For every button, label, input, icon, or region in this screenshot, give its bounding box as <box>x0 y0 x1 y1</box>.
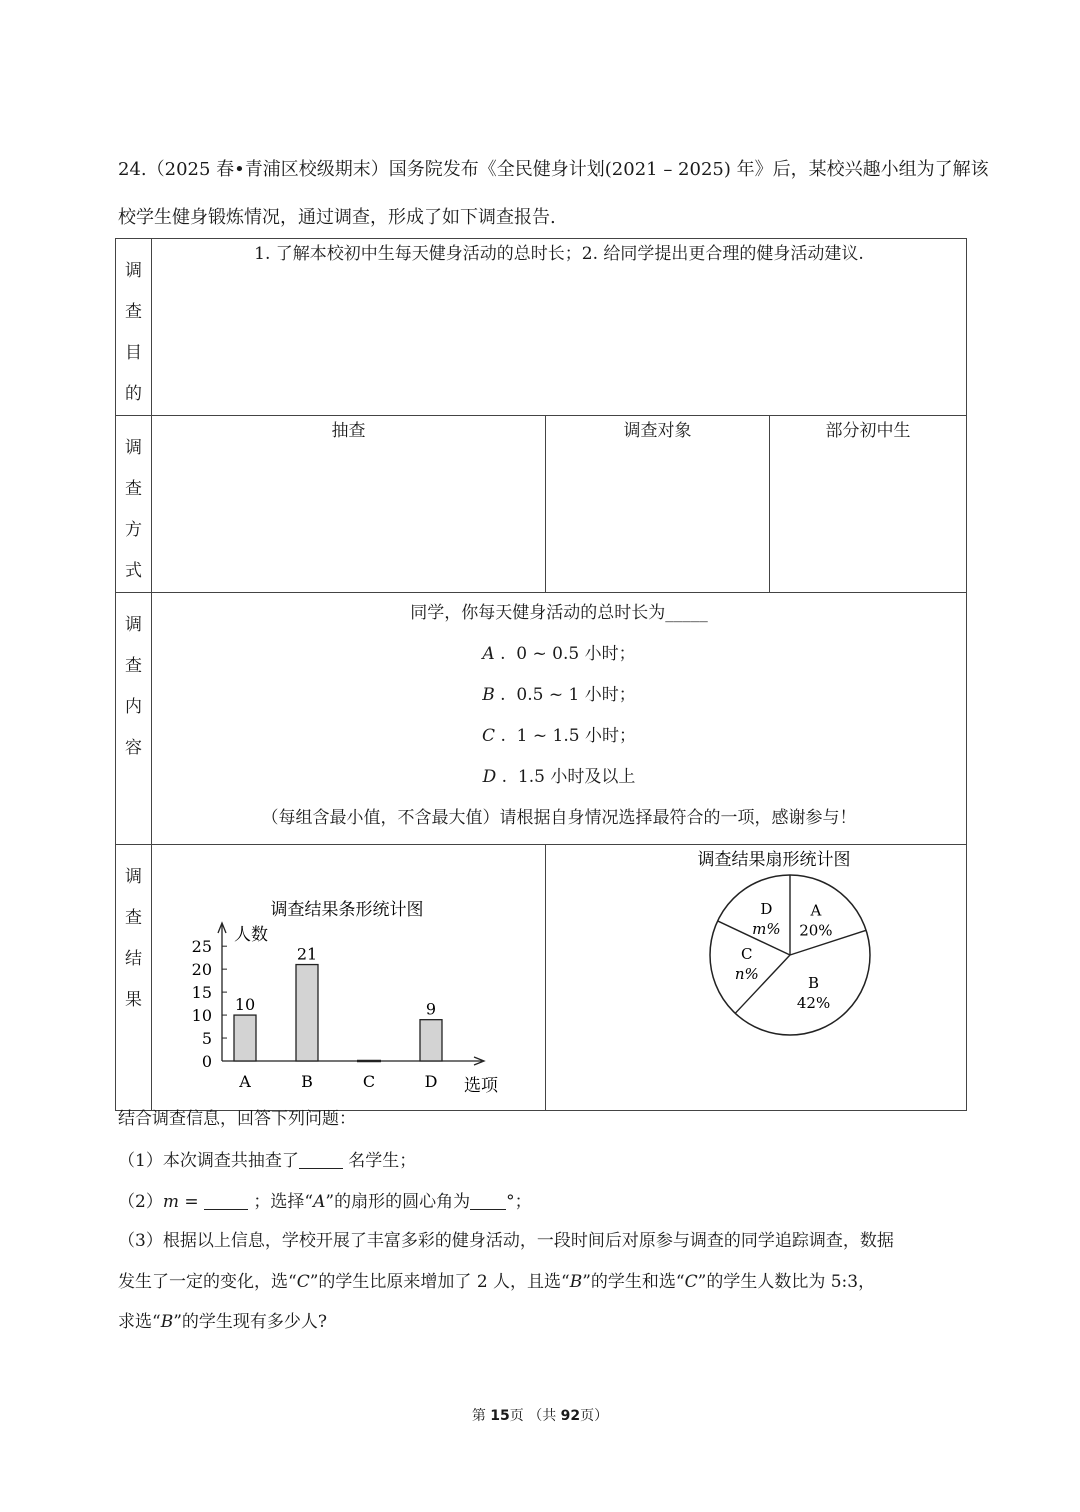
content-note: （每组含最小值，不含最大值）请根据自身情况选择最符合的一项，感谢参与！ <box>261 808 857 828</box>
bar-value-label-D: 9 <box>425 999 437 1019</box>
bar-chart-ylabel: 人数 <box>234 925 268 945</box>
bar-chart <box>152 845 546 1109</box>
content-cell <box>152 593 967 845</box>
question-2: （2）m = ；选择“A”的扇形的圆心角为 °； <box>118 1192 532 1212</box>
pie-slice-pct-B: 42% <box>796 994 831 1013</box>
bar-value-label-B: 21 <box>296 944 318 964</box>
purpose-text: 1. 了解本校初中生每天健身活动的总时长；2. 给同学提出更合理的健身活动建议. <box>152 239 967 416</box>
method-head: 调 查 方 式 <box>116 416 152 593</box>
bar-category-label-D: D <box>424 1072 438 1091</box>
result-row <box>116 845 967 1111</box>
pie-slice-label-D: D <box>760 899 773 918</box>
question-3-line-3: 求选“B”的学生现有多少人? <box>118 1312 328 1332</box>
bar-category-label-B: B <box>301 1072 313 1091</box>
bar-chart-title: 调查结果条形统计图 <box>270 900 424 920</box>
pie-slice-pct-C: n% <box>734 965 759 984</box>
answer-blank-m[interactable] <box>204 1191 248 1210</box>
bar-y-tick-label: 15 <box>191 983 212 1003</box>
option-b: B . 0.5 ~ 1 小时； <box>482 685 636 705</box>
questions-intro: 结合调查信息，回答下列问题： <box>118 1109 356 1129</box>
bar-B <box>296 965 318 1061</box>
pie-chart-cell <box>546 845 967 1111</box>
page-footer: 第 15页 （共 92页） <box>471 1408 609 1424</box>
pie-slice-label-C: C <box>741 945 753 964</box>
pie-divider-C <box>735 955 790 1013</box>
method-value: 抽查 <box>152 416 546 593</box>
content-prompt: 同学，你每天健身活动的总时长为_____ <box>410 603 708 623</box>
question-1: （1）本次调查共抽查了 名学生； <box>118 1151 417 1171</box>
option-c: C . 1 ~ 1.5 小时； <box>482 726 636 746</box>
bar-chart-xlabel: 选项 <box>464 1076 498 1096</box>
pie-slice-pct-A: 20% <box>799 921 833 940</box>
pie-slice-pct-D: m% <box>752 919 781 938</box>
bar-y-tick-label: 10 <box>191 1006 212 1026</box>
question-line-2: 校学生健身锻炼情况，通过调查，形成了如下调查报告. <box>118 207 556 228</box>
method-row <box>116 416 967 593</box>
pie-chart-title: 调查结果扇形统计图 <box>697 850 851 870</box>
bar-D <box>420 1020 442 1061</box>
bar-y-tick-label: 20 <box>191 960 212 980</box>
bar-y-tick-label: 25 <box>191 937 212 957</box>
pie-slice-label-B: B <box>808 974 820 993</box>
purpose-row <box>116 239 967 416</box>
bar-y-tick-label: 0 <box>201 1052 212 1071</box>
page-number: 15 <box>490 1408 510 1424</box>
purpose-head: 调 查 目 的 <box>116 239 152 416</box>
bar-A <box>234 1015 256 1061</box>
option-d: D . 1.5 小时及以上 <box>482 767 636 787</box>
content-row <box>116 593 967 845</box>
bar-chart-cell <box>152 845 546 1111</box>
bar-value-label-A: 10 <box>234 995 256 1015</box>
content-head: 调 查 内 容 <box>116 593 152 845</box>
page-total: 92 <box>560 1408 581 1424</box>
pie-chart <box>546 845 966 1109</box>
object-value: 部分初中生 <box>770 416 967 593</box>
bar-category-label-C: C <box>362 1072 376 1091</box>
bar-y-tick-label: 5 <box>201 1029 212 1049</box>
question-3-line-2: 发生了一定的变化，选“C”的学生比原来增加了 2 人，且选“B”的学生和选“C”的学生人数比为 5:3， <box>118 1272 876 1292</box>
pie-slice-label-A: A <box>810 901 822 920</box>
object-label: 调查对象 <box>546 416 770 593</box>
answer-blank-1[interactable] <box>299 1150 343 1169</box>
bar-category-label-A: A <box>239 1072 251 1091</box>
question-line-1: 24.（2025 春•青浦区校级期末）国务院发布《全民健身计划(2021 – 2025) 年》后，某校兴趣小组为了解该 <box>118 159 989 180</box>
answer-blank-angle[interactable] <box>470 1191 506 1210</box>
option-a: A . 0 ~ 0.5 小时； <box>482 644 636 664</box>
result-head: 调 查 结 果 <box>116 845 152 1111</box>
survey-table <box>115 238 967 1111</box>
question-3-line-1: （3）根据以上信息，学校开展了丰富多彩的健身活动，一段时间后对原参与调查的同学追踪调查，数据 <box>118 1231 894 1251</box>
